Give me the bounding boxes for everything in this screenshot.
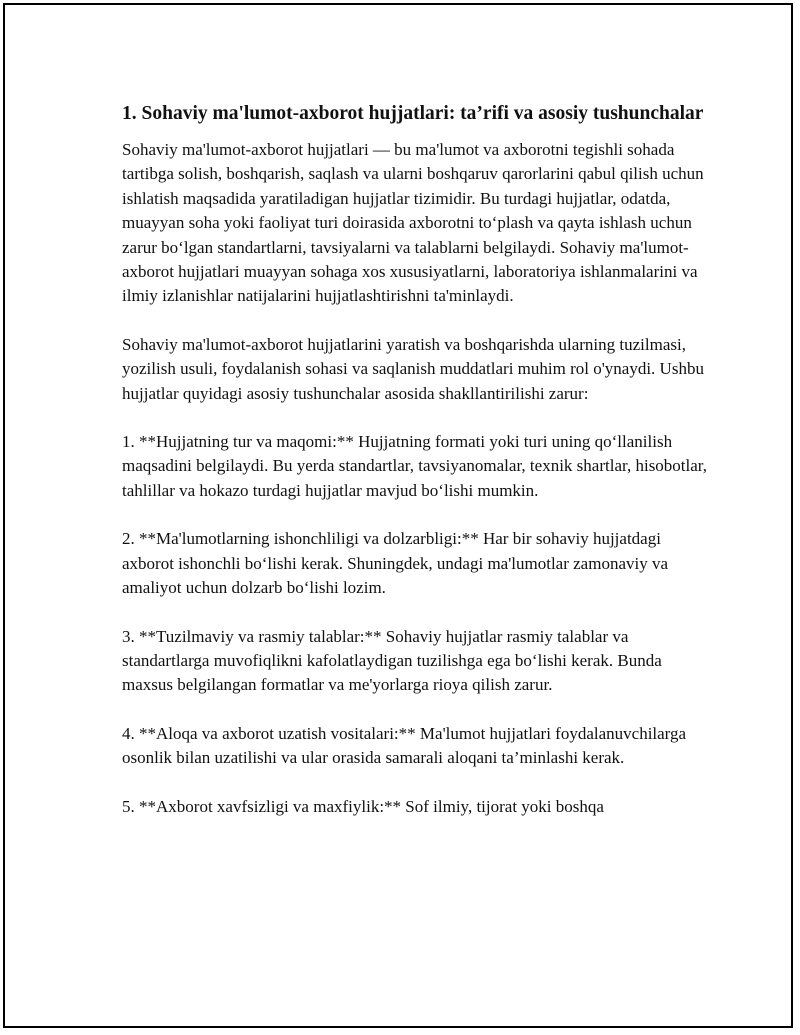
list-item-5: 5. **Axborot xavfsizligi va maxfiylik:** Sof ilmiy, tijorat yoki boshqa: [122, 796, 604, 816]
paragraph-definition: Sohaviy ma'lumot-axborot hujjatlari — bu ma'lumot va axborotni tegishli sohada tartibga solish, boshqarish, saqlash va ularni boshqaruv qarorlarini qabul qilish uchun ishlatish maqsadida yaratiladigan hujjatlar tizimidir. Bu turdagi hujjatlar, odatda, muayyan soha yoki faoliyat turi doirasida axborotni to‘plash va qayta ishlash uchun zarur bo‘lgan standartlarni, tavsiyalarni va talablarni belgilaydi. Sohaviy ma'lumot-axborot hujjatlari muayyan sohaga xos xususiyatlarni, laboratoriya ishlanmalarini va ilmiy izlanishlar natijalarini hujjatlashtirishni ta'minlaydi.: [122, 140, 704, 306]
paragraph-creation: Sohaviy ma'lumot-axborot hujjatlarini yaratish va boshqarishda ularning tuzilmasi, yozilish usuli, foydalanish sohasi va saqlanish muddatlari muhim rol o'ynaydi. Ushbu hujjatlar quyidagi asosiy tushunchalar asosida shakllantirilishi zarur:: [122, 334, 704, 403]
document-body: [122, 98, 708, 843]
list-item-2: 2. **Ma'lumotlarning ishonchliligi va dolzarbligi:** Har bir sohaviy hujjatdagi axborot ishonchli bo‘lishi kerak. Shuningdek, undagi ma'lumotlar zamonaviy va amaliyot uchun dolzarb bo‘lishi lozim.: [122, 529, 669, 598]
list-item-3: 3. **Tuzilmaviy va rasmiy talablar:** Sohaviy hujjatlar rasmiy talablar va standartlarga muvofiqlikni kafolatlaydigan tuzilishga ega bo‘lishi kerak. Bunda maxsus belgilangan formatlar va me'yorlarga rioya qilish zarur.: [122, 626, 662, 695]
list-item-1: 1. **Hujjatning tur va maqomi:** Hujjatning formati yoki turi uning qo‘llanilish maqsadini belgilaydi. Bu yerda standartlar, tavsiyanomalar, texnik shartlar, hisobotlar, tahlillar va hokazo turdagi hujjatlar mavjud bo‘lishi mumkin.: [122, 432, 708, 500]
list-item-4: 4. **Aloqa va axborot uzatish vositalari:** Ma'lumot hujjatlari foydalanuvchilarga osonlik bilan uzatilishi va ular orasida samarali aloqani ta’minlashi kerak.: [122, 723, 687, 768]
page-frame: [3, 3, 793, 1028]
document-title: 1. Sohaviy ma'lumot-axborot hujjatlari: ta’rifi va asosiy tushunchalar: [122, 103, 704, 124]
